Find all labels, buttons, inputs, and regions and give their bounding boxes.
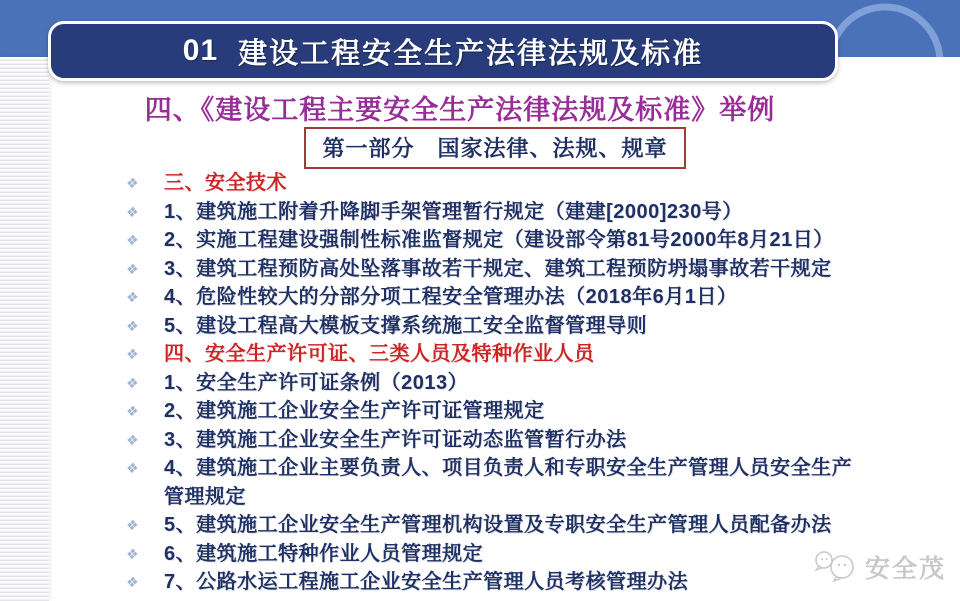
list-item — [126, 255, 860, 284]
brand-watermark — [813, 549, 946, 585]
list-item-text: 4、危险性较大的分部分项工程安全管理办法（2018年6月1日） — [164, 286, 738, 308]
list-item-text: 7、公路水运工程施工企业安全生产管理人员考核管理办法 — [164, 571, 689, 593]
chapter-title: 建设工程安全生产法律法规及标准 — [238, 37, 704, 70]
diamond-bullet-icon: ❖ — [124, 289, 140, 305]
list-item — [126, 454, 860, 511]
list-item — [126, 511, 860, 540]
part-label: 第一部分 国家法律、法规、规章 — [304, 127, 685, 169]
list-item-text: 3、建筑施工企业安全生产许可证动态监管暂行办法 — [164, 428, 627, 451]
chapter-number: 01 — [182, 34, 219, 67]
list-item-text: 四、安全生产许可证、三类人员及特种作业人员 — [164, 343, 595, 365]
diamond-bullet-icon: ❖ — [124, 203, 140, 220]
chat-bubbles-icon — [813, 549, 859, 585]
list-item-text: 4、建筑施工企业主要负责人、项目负责人和专职安全生产管理人员安全生产管理规定 — [164, 457, 853, 508]
list-item-text: 2、实施工程建设强制性标准监督规定（建设部令第81号2000年8月21日） — [164, 229, 834, 251]
diamond-bullet-icon: ❖ — [124, 403, 140, 419]
list-item-text: 1、建筑施工附着升降脚手架管理暂行规定（建建[2000]230号） — [164, 200, 743, 223]
brand-name: 安全茂 — [864, 555, 946, 583]
diamond-bullet-icon: ❖ — [124, 260, 140, 277]
diamond-bullet-icon: ❖ — [124, 317, 140, 334]
chapter-header — [48, 21, 838, 81]
list-item — [126, 369, 860, 398]
list-item-text: 2、建筑施工企业安全生产许可证管理规定 — [164, 400, 545, 422]
diamond-bullet-icon: ❖ — [124, 346, 140, 362]
law-list — [126, 169, 860, 597]
list-item-text: 6、建筑施工特种作业人员管理规定 — [164, 542, 484, 565]
list-item — [126, 283, 860, 312]
diamond-bullet-icon: ❖ — [124, 431, 140, 448]
diamond-bullet-icon: ❖ — [124, 517, 140, 533]
list-item — [126, 226, 860, 255]
diamond-bullet-icon: ❖ — [124, 232, 140, 248]
list-item — [126, 198, 860, 227]
list-item-text: 5、建筑施工企业安全生产管理机构设置及专职安全生产管理人员配备办法 — [164, 514, 832, 536]
list-item-text: 三、安全技术 — [164, 172, 287, 194]
list-section-header — [126, 340, 860, 369]
slide-title: 四、《建设工程主要安全生产法律法规及标准》举例 — [144, 95, 776, 125]
diamond-bullet-icon: ❖ — [124, 374, 140, 391]
list-section-header — [126, 169, 860, 198]
list-item-text: 5、建设工程高大模板支撑系统施工安全监督管理导则 — [164, 314, 648, 337]
diamond-bullet-icon: ❖ — [124, 574, 140, 590]
diamond-bullet-icon: ❖ — [124, 545, 140, 562]
list-item — [126, 568, 860, 597]
striped-sidebar-decoration — [0, 57, 49, 601]
diamond-bullet-icon: ❖ — [124, 175, 140, 191]
list-item-text: 3、建筑工程预防高处坠落事故若干规定、建筑工程预防坍塌事故若干规定 — [164, 257, 832, 280]
list-item — [126, 312, 860, 341]
list-item — [126, 426, 860, 455]
part-label-wrap — [80, 127, 910, 169]
diamond-bullet-icon: ❖ — [124, 460, 140, 476]
list-item-text: 1、安全生产许可证条例（2013） — [164, 371, 469, 394]
list-item — [126, 397, 860, 426]
list-item — [126, 540, 860, 569]
